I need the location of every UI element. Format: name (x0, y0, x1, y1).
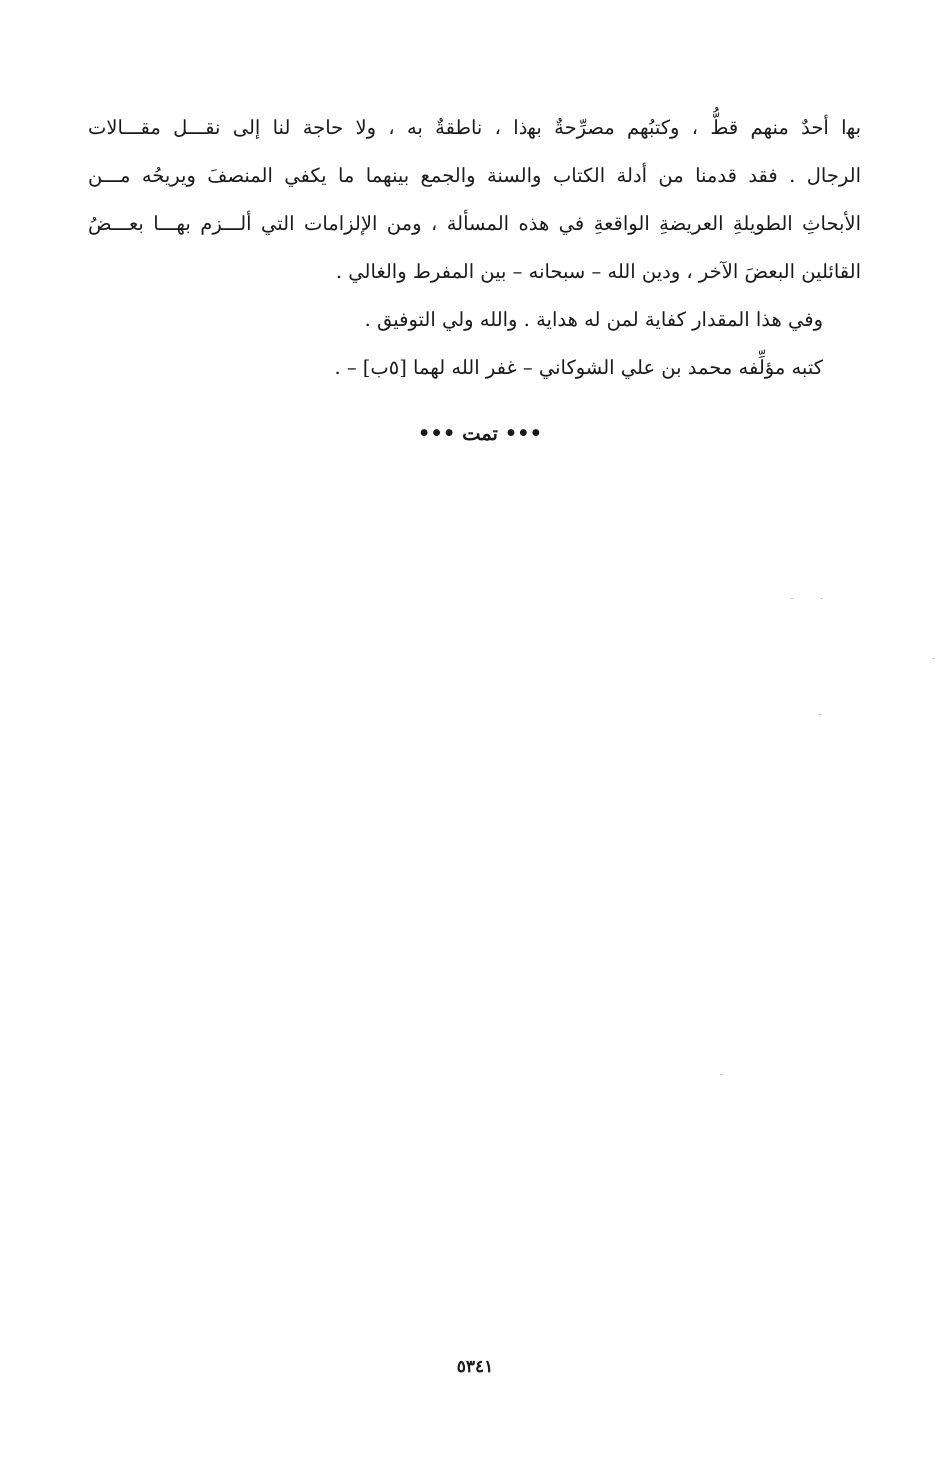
text-line-6: كتبه مؤلِّفه محمد بن علي الشوكاني – غفر الله لهما [٥ب] – . (334, 356, 823, 379)
text-line-1: ﺑﻬا أحدٌ منهم قطُّ ، وكتبُهم مصرِّحةٌ ﺑﻬذا ، ناطقةٌ به ، ولا حاجة لنا إلى نقـــل مقـــالات (88, 116, 861, 139)
text-line-2: الرجال . فقد قدمنا من أدلة الكتاب والسنة والجمع بينهما ما يكفي المنصفَ ويريحُه مـــن (88, 164, 861, 187)
scan-speck (818, 714, 821, 715)
scan-speck (720, 1074, 723, 1075)
text-line-5: وفي هذا المقدار كفاية لمن له هداية . والله ولي التوفيق . (364, 308, 823, 331)
text-line-4: القائلين البعضَ الآخر ، ودين الله – سبحانه – بين المفرط والغالي . (335, 260, 861, 283)
scan-speck (790, 598, 794, 599)
scan-speck (932, 658, 935, 659)
text-line-3: الأبحاثِ الطويلةِ العريضةِ الواقعةِ في هذه المسألة ، ومن الإلزامات التي ألـــزم ﺑﻬـــا بعـــضُ (88, 212, 861, 235)
scan-speck (820, 598, 823, 599)
body-text (88, 104, 861, 392)
page-number: ٥٣٤١ (456, 1357, 494, 1377)
end-mark: ••• تمت ••• (417, 422, 543, 445)
